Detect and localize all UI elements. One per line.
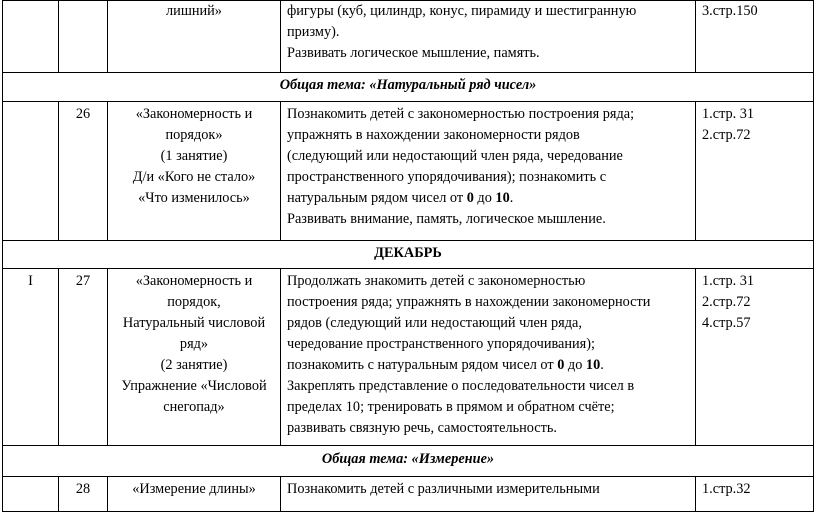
sources-cell [702,479,810,500]
source-ref: 4.стр.57 [702,315,751,331]
topic-line: «Что изменилось» [138,190,250,206]
range-to: 10 [585,357,601,373]
week-text: I [28,273,33,289]
rule [2,72,814,73]
range-mid: до [473,190,496,206]
sources-cell [702,271,810,334]
content-line: (следующий или недостающий член ряда, чередование [287,148,623,164]
rule [280,268,281,446]
rule [695,101,696,241]
rule [2,445,814,446]
content-line: Развивать логическое мышление, память. [287,45,540,61]
month-heading: ДЕКАБРЬ [374,245,442,261]
rule [2,476,814,477]
source-ref: 1.стр.32 [702,481,751,497]
rule [2,268,814,269]
topic-line: порядок, [167,294,221,310]
source-ref: 1.стр. 31 [702,106,755,122]
topic-line: лишний» [166,3,222,19]
range-prefix: натуральным рядом чисел от [287,190,467,206]
topic-line: «Закономерность и [135,273,253,289]
rule [2,511,814,512]
lesson-number [59,104,107,125]
lesson-number [59,479,107,500]
content-line: пространственного упорядочивания); познакомить с [287,169,607,185]
rule [280,476,281,512]
topic-line: снегопад» [163,399,225,415]
content-cell [287,479,692,500]
content-line: развивать связную речь, самостоятельность. [287,420,557,436]
content-line: Развивать внимание, память, логическое мышление. [287,211,606,227]
lesson-number-text: 28 [75,481,91,497]
content-line: пределах 10; тренировать в прямом и обратном счёте; [287,399,615,415]
topic-line: ряд» [179,336,209,352]
topic-cell [108,479,280,500]
content-line: упражнять в нахождении закономерности рядов [287,127,580,143]
topic-line: порядок» [165,127,223,143]
lesson-number-text: 26 [75,106,91,122]
rule [58,0,59,73]
rule [695,0,696,73]
sources-cell [702,1,810,22]
lesson-number-text: 27 [75,273,91,289]
range-mid: до [564,357,586,373]
rule [280,0,281,73]
section-heading: Общая тема: «Натуральный ряд чисел» [279,77,537,93]
topic-line: (1 занятие) [160,148,228,164]
content-line: Закреплять представление о последовательности чисел в [287,378,635,394]
topic-cell [108,271,280,418]
content-cell [287,1,692,64]
rule [2,240,814,241]
topic-cell [108,104,280,209]
range-from: 0 [466,190,474,206]
rule [695,476,696,512]
content-line: построения ряда; упражнять в нахождении закономерности [287,294,651,310]
range-from: 0 [557,357,565,373]
source-ref: 1.стр. 31 [702,273,755,289]
rule [2,101,814,102]
range-suffix: . [600,357,604,373]
content-line: Познакомить детей с различными измерительными [287,481,600,497]
topic-line: «Закономерность и [135,106,253,122]
topic-line: Упражнение «Числовой [121,378,267,394]
range-prefix: познакомить с натуральным рядом чисел от [287,357,558,373]
topic-line: Натуральный числовой [122,315,266,331]
topic-line: «Измерение длины» [132,481,256,497]
rule [58,268,59,446]
content-line: Познакомить детей с закономерностью построения ряда; [287,106,635,122]
content-cell [287,271,692,439]
content-line [287,355,692,376]
rule [695,268,696,446]
section-heading: Общая тема: «Измерение» [321,451,495,467]
sources-cell [702,104,810,146]
source-ref: 2.стр.72 [702,127,751,143]
content-cell [287,104,692,230]
topic-line: (2 занятие) [160,357,228,373]
topic-line: Д/и «Кого не стало» [132,169,256,185]
source-ref: 2.стр.72 [702,294,751,310]
range-to: 10 [495,190,510,206]
content-line: фигуры (куб, цилиндр, конус, пирамиду и шестигранную [287,3,637,19]
content-line: призму). [287,24,340,40]
source-ref: 3.стр.150 [702,3,758,19]
content-line [287,188,692,209]
content-line: чередование пространственного упорядочивания); [287,336,595,352]
lesson-number [59,271,107,292]
content-line: Продолжать знакомить детей с закономерностью [287,273,586,289]
content-line: рядов (следующий или недостающий член ряда, [287,315,582,331]
rule [280,101,281,241]
week-cell [3,271,58,292]
range-suffix: . [509,190,514,206]
topic-cell [108,1,280,22]
